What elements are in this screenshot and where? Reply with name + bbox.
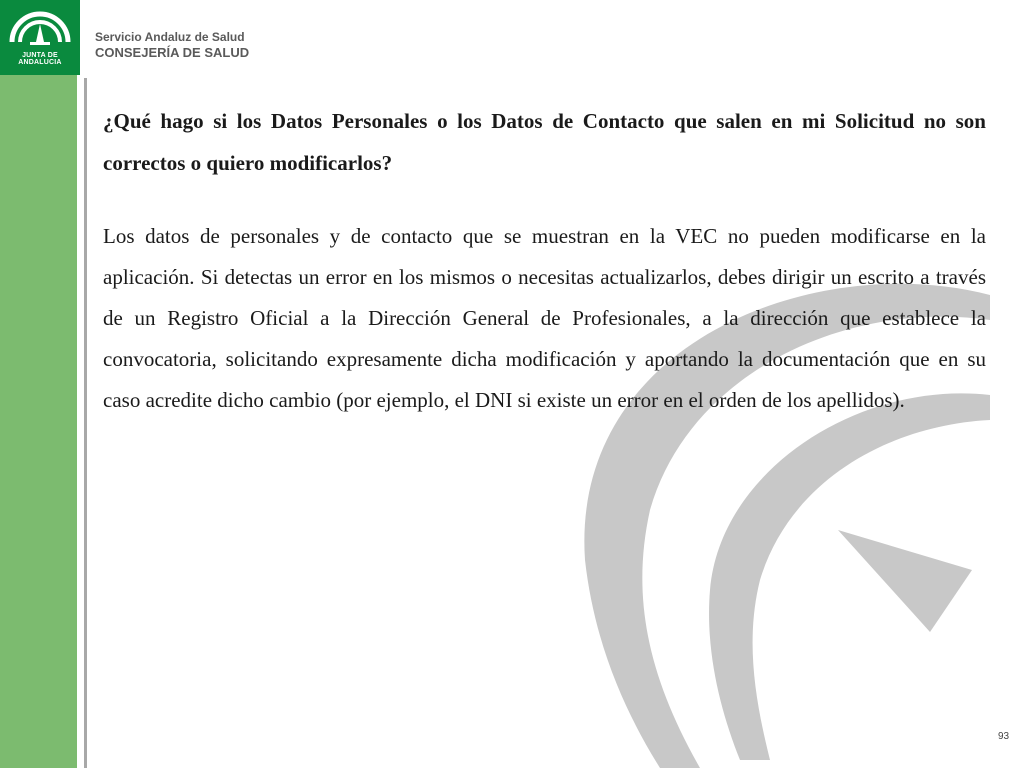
question-heading: ¿Qué hago si los Datos Personales o los Datos de Contacto que salen en mi Solicitud no son correctos o quiero modificarlos? bbox=[103, 109, 986, 175]
page-number: 93 bbox=[998, 731, 1010, 742]
brand-line-2: CONSEJERÍA DE SALUD bbox=[95, 45, 250, 60]
junta-logo-text: JUNTA DE ANDALUCIA bbox=[18, 52, 62, 66]
brand-line-1: Servicio Andaluz de Salud bbox=[95, 30, 245, 44]
main-content bbox=[103, 100, 986, 421]
answer-paragraph: Los datos de personales y de contacto que se muestran en la VEC no pueden modificarse en la aplicación. Si detectas un error en los mismos o necesitas actualizarlos, debes dirigir un escrito a través de un Registro Oficial a la Dirección General de Profesionales, a la dirección que establece la convocatoria, solicitando expresamente dicha modificación y aportando la documentación que en su caso acredite dicho cambio (por ejemplo, el DNI si existe un error en el orden de los apellidos). bbox=[103, 224, 986, 412]
